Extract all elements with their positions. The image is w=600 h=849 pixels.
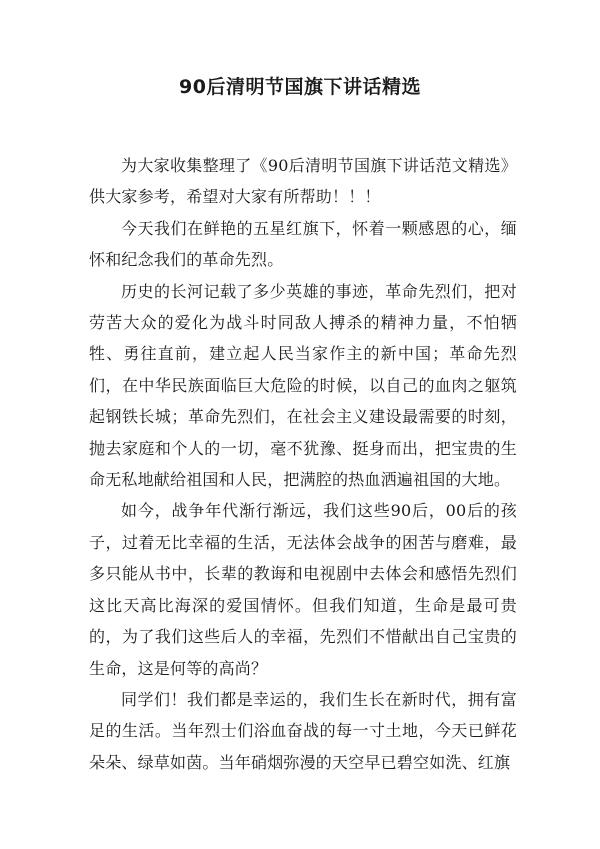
paragraph-today: 如今，战争年代渐行渐远，我们这些90后，00后的孩子，过着无比幸福的生活，无法体会战争的困苦与磨难，最多只能从书中，长辈的教诲和电视剧中去体会和感悟先烈们这比天高比海深的爱国情怀。但我们知道，生命是最可贵的，为了我们这些后人的幸福，先烈们不惜献出自己宝贵的生命，这是何等的高尚？ [89,501,517,678]
paragraph-classmates: 同学们！我们都是幸运的，我们生长在新时代，拥有富足的生活。当年烈士们浴血奋战的每一寸土地，今天已鲜花朵朵、绿草如茵。当年硝烟弥漫的天空早已碧空如洗、红旗 [89,689,517,772]
paragraph-history: 历史的长河记载了多少英雄的事迹，革命先烈们，把对劳苦大众的爱化为战斗时同敌人搏杀的精神力量，不怕牺牲、勇往直前，建立起人民当家作主的新中国；革命先烈们，在中华民族面临巨大危险的时候，以自己的血肉之躯筑起钢铁长城；革命先烈们，在社会主义建设最需要的时刻，抛去家庭和个人的一切，毫不犹豫、挺身而出，把宝贵的生命无私地献给祖国和人民，把满腔的热血洒遍祖国的大地。 [89,281,517,490]
document-body [89,150,517,778]
document-title: 90后清明节国旗下讲话精选 [179,76,421,98]
paragraph-opening: 今天我们在鲜艳的五星红旗下，怀着一颗感恩的心，缅怀和纪念我们的革命先烈。 [89,218,517,270]
paragraph-intro: 为大家收集整理了《90后清明节国旗下讲话范文精选》供大家参考，希望对大家有所帮助！！！ [89,156,517,207]
